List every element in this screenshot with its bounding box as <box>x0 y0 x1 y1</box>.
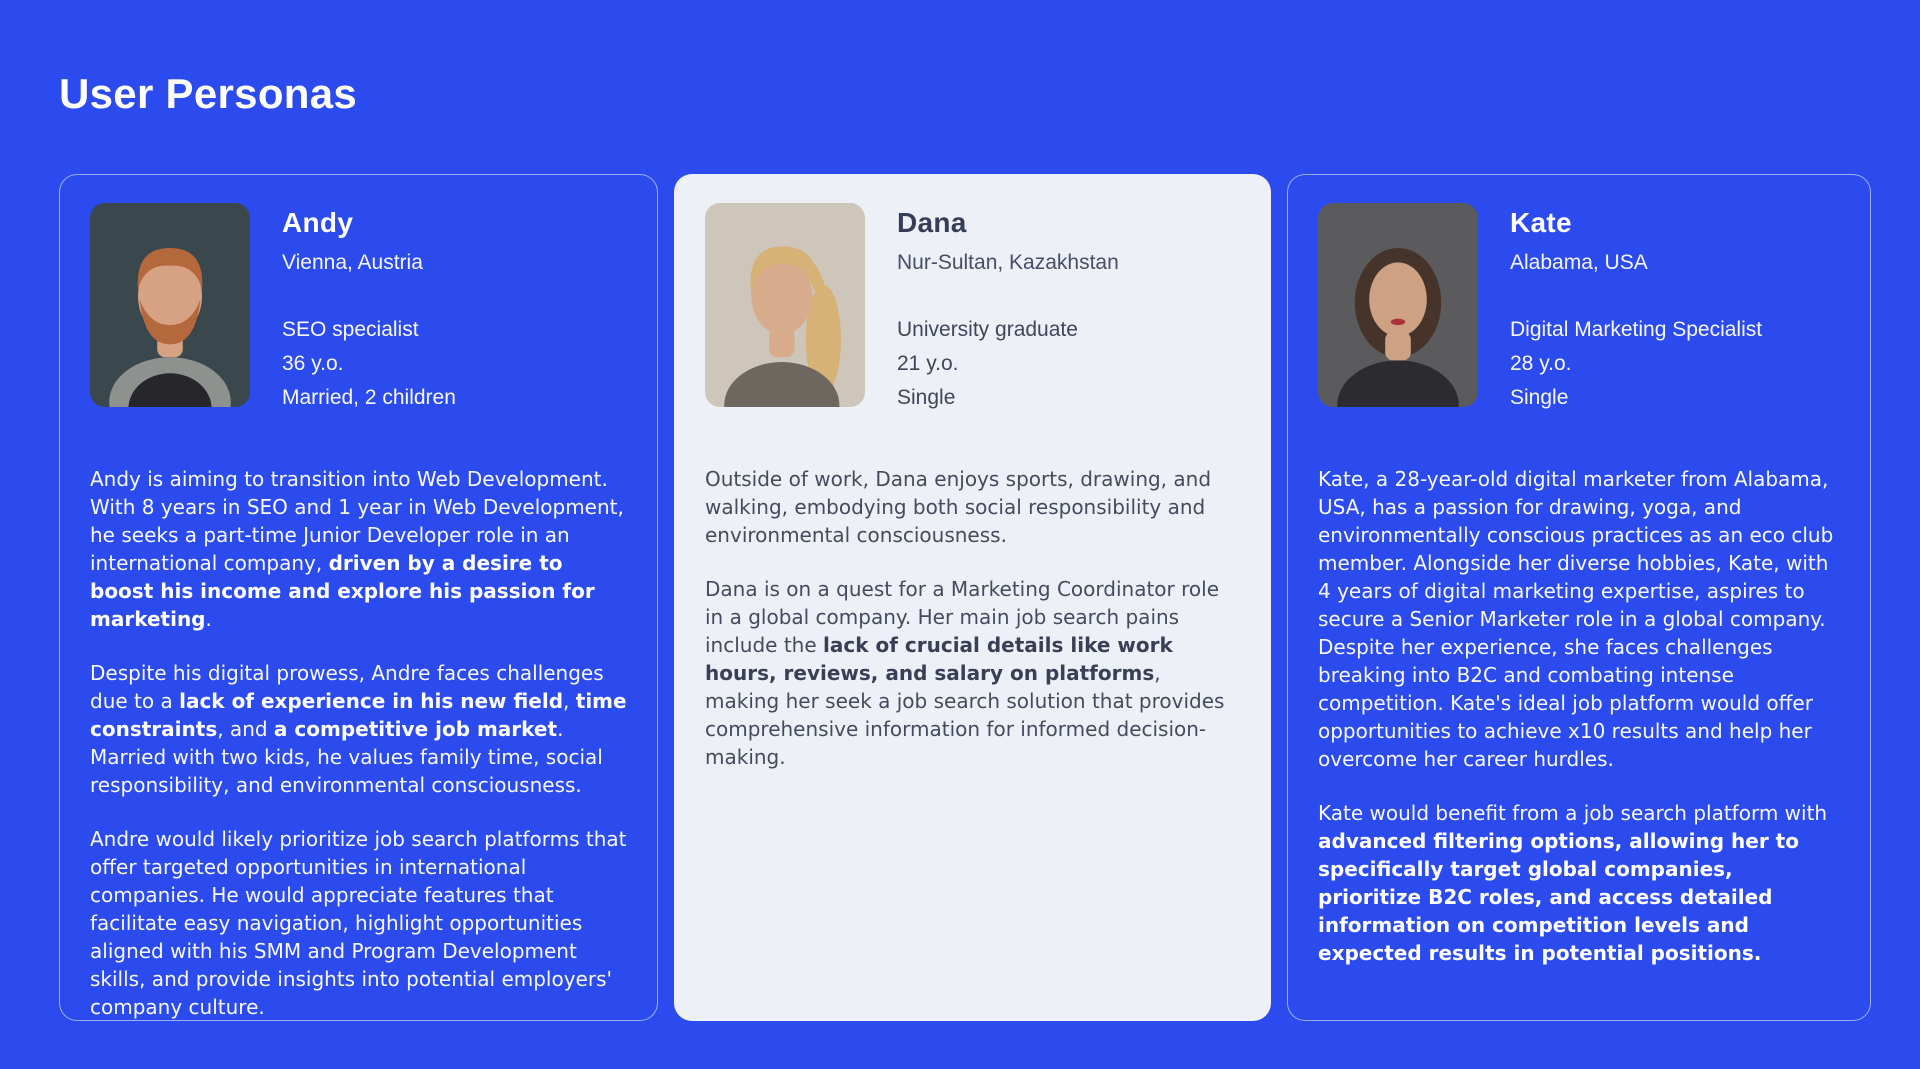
persona-header-kate <box>1318 203 1840 415</box>
persona-header-text-andy <box>282 203 456 415</box>
persona-header-dana <box>705 203 1240 415</box>
persona-name: Andy <box>282 207 354 238</box>
avatar-illustration-dana <box>705 203 865 407</box>
persona-age: 21 y.o. <box>897 352 959 375</box>
avatar-photo-andy <box>90 203 250 407</box>
persona-card-dana[interactable] <box>674 174 1271 1021</box>
persona-header-text-dana <box>897 203 1119 415</box>
persona-marital-status: Married, 2 children <box>282 386 456 409</box>
persona-age: 28 y.o. <box>1510 352 1572 375</box>
persona-card-kate[interactable] <box>1287 174 1871 1021</box>
avatar-illustration-kate <box>1318 203 1478 407</box>
persona-name: Kate <box>1510 207 1572 238</box>
persona-card-andy[interactable] <box>59 174 658 1021</box>
persona-paragraph: Kate, a 28-year-old digital marketer from Alabama, USA, has a passion for drawing, yoga, and environmentally conscious practices as an eco club member. Alongside her diverse hobbies, Kate, with 4 years of digital marketing expertise, aspires to secure a Senior Marketer role in a global company. Despite her experience, she faces challenges breaking into B2C and combating intense competition. Kate's ideal job platform would offer opportunities to achieve x10 results and help her overcome her career hurdles. <box>1318 467 1834 771</box>
persona-header-text-kate <box>1510 203 1762 415</box>
persona-paragraph: Dana is on a quest for a Marketing Coordinator role in a global company. Her main job search pains include the lack of crucial details like work hours, reviews, and salary on platforms, making her seek a job search solution that provides comprehensive information for informed decision-making. <box>705 577 1225 769</box>
persona-marital-status: Single <box>1510 386 1569 409</box>
persona-occupation: University graduate <box>897 318 1078 341</box>
avatar-photo-dana <box>705 203 865 407</box>
persona-meta <box>897 313 1119 415</box>
persona-meta <box>282 313 456 415</box>
persona-paragraph: Outside of work, Dana enjoys sports, drawing, and walking, embodying both social responsibility and environmental consciousness. <box>705 467 1212 547</box>
persona-name: Dana <box>897 207 967 238</box>
persona-paragraph: Andre would likely prioritize job search platforms that offer targeted opportunities in international companies. He would appreciate features that facilitate easy navigation, highlight opportunities aligned with his SMM and Program Development skills, and provide insights into potential employers' company culture. <box>90 827 627 1019</box>
persona-paragraph: Despite his digital prowess, Andre faces challenges due to a lack of experience in his new field, time constraints, and a competitive job market. Married with two kids, he values family time, social responsibility, and environmental consciousness. <box>90 661 627 797</box>
persona-age: 36 y.o. <box>282 352 344 375</box>
persona-marital-status: Single <box>897 386 956 409</box>
persona-paragraph: Kate would benefit from a job search platform with advanced filtering options, allowing her to specifically target global companies, prioritize B2C roles, and access detailed information on competition levels and expected results in potential positions. <box>1318 801 1828 965</box>
avatar-photo-kate <box>1318 203 1478 407</box>
persona-location: Nur-Sultan, Kazakhstan <box>897 251 1119 274</box>
persona-paragraph: Andy is aiming to transition into Web Development. With 8 years in SEO and 1 year in Web Development, he seeks a part-time Junior Developer role in an international company, driven by a desire to boost his income and explore his passion for marketing. <box>90 467 624 631</box>
persona-description <box>705 465 1240 771</box>
persona-description <box>90 465 627 1021</box>
persona-location: Vienna, Austria <box>282 251 423 274</box>
avatar-illustration-andy <box>90 203 250 407</box>
persona-occupation: Digital Marketing Specialist <box>1510 318 1763 341</box>
persona-meta <box>1510 313 1762 415</box>
persona-cards-row <box>59 174 1920 1021</box>
persona-description <box>1318 465 1840 967</box>
persona-location: Alabama, USA <box>1510 251 1648 274</box>
persona-header-andy <box>90 203 627 415</box>
persona-occupation: SEO specialist <box>282 318 419 341</box>
page-title: User Personas <box>59 70 358 117</box>
